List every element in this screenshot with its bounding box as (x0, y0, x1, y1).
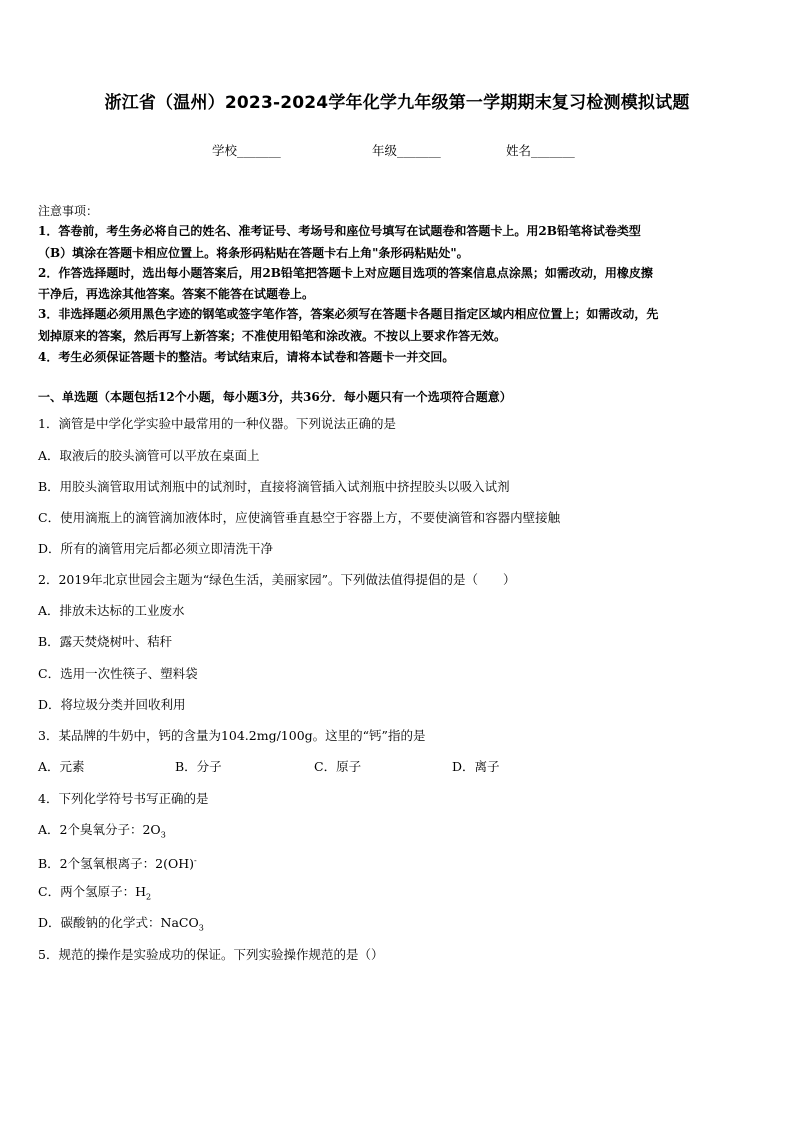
school-field: 学校_______ (212, 143, 281, 158)
question-1-option-a: A．取液后的胶头滴管可以平放在桌面上 (38, 448, 260, 463)
question-4-option-a: A．2个臭氧分子：$2O_3$ (38, 822, 166, 840)
question-1-option-b: B．用胶头滴管取用试剂瓶中的试剂时，直接将滴管插入试剂瓶中挤捏胶头以吸入试剂 (38, 479, 510, 494)
question-1-option-d: D．所有的滴管用完后都必须立即清洗干净 (38, 541, 274, 556)
question-4-option-d: D．碳酸钠的化学式：NaCO$_3$ (38, 915, 204, 933)
question-4-option-b: B．2个氢氧根离子：2(OH)- (38, 856, 197, 872)
question-4-stem: 4．下列化学符号书写正确的是 (38, 791, 209, 806)
notice-heading: 注意事项： (38, 204, 99, 218)
page-title: 浙江省（温州）2023-2024学年化学九年级第一学期期末复习检测模拟试题 (104, 93, 690, 113)
section-heading: 一、单选题（本题包括12个小题，每小题3分，共36分．每小题只有一个选项符合题意） (38, 390, 512, 404)
question-2-option-b: B．露天焚烧树叶、秸秆 (38, 634, 173, 649)
question-4-option-c: C．两个氢原子：$H_2$ (38, 884, 152, 902)
question-1-stem: 1．滴管是中学化学实验中最常用的一种仪器。下列说法正确的是 (38, 416, 396, 431)
notice-line: 4．考生必须保证答题卡的整洁。考试结束后，请将本试卷和答题卡一并交回。 (38, 350, 455, 364)
question-2-option-a: A．排放未达标的工业废水 (38, 603, 185, 618)
notice-line: 1．答卷前，考生务必将自己的姓名、准考证号、考场号和座位号填写在试题卷和答题卡上。用2B铅笔将试卷类型 (38, 224, 641, 238)
question-3-option-d: D．离子 (452, 759, 500, 774)
notice-line: 3．非选择题必须用黑色字迹的钢笔或签字笔作答，答案必须写在答题卡各题目指定区域内相应位置上；如需改动，先 (38, 307, 659, 321)
question-3-option-b: B．分子 (175, 759, 222, 774)
question-3-option-c: C．原子 (314, 759, 362, 774)
name-field: 姓名_______ (506, 143, 575, 158)
question-2-option-d: D．将垃圾分类并回收利用 (38, 697, 186, 712)
notice-line: （B）填涂在答题卡相应位置上。将条形码粘贴在答题卡右上角"条形码粘贴处"。 (38, 246, 469, 260)
notice-line: 干净后，再选涂其他答案。答案不能答在试题卷上。 (38, 287, 315, 301)
grade-field: 年级_______ (372, 143, 441, 158)
question-2-option-c: C．选用一次性筷子、塑料袋 (38, 666, 198, 681)
question-3-option-a: A．元素 (38, 759, 85, 774)
question-5-stem: 5．规范的操作是实验成功的保证。下列实验操作规范的是（） (38, 947, 384, 962)
question-2-stem: 2．2019年北京世园会主题为“绿色生活，美丽家园”。下列做法值得提倡的是（ ） (38, 572, 516, 587)
notice-line: 划掉原来的答案，然后再写上新答案；不准使用铅笔和涂改液。不按以上要求作答无效。 (38, 329, 507, 343)
question-3-stem: 3．某品牌的牛奶中，钙的含量为104.2mg/100g。这里的“钙”指的是 (38, 728, 426, 743)
question-1-option-c: C．使用滴瓶上的滴管滴加液体时，应使滴管垂直悬空于容器上方，不要使滴管和容器内壁接触 (38, 510, 561, 525)
notice-line: 2．作答选择题时，选出每小题答案后，用2B铅笔把答题卡上对应题目选项的答案信息点涂黑；如需改动，用橡皮擦 (38, 266, 653, 280)
